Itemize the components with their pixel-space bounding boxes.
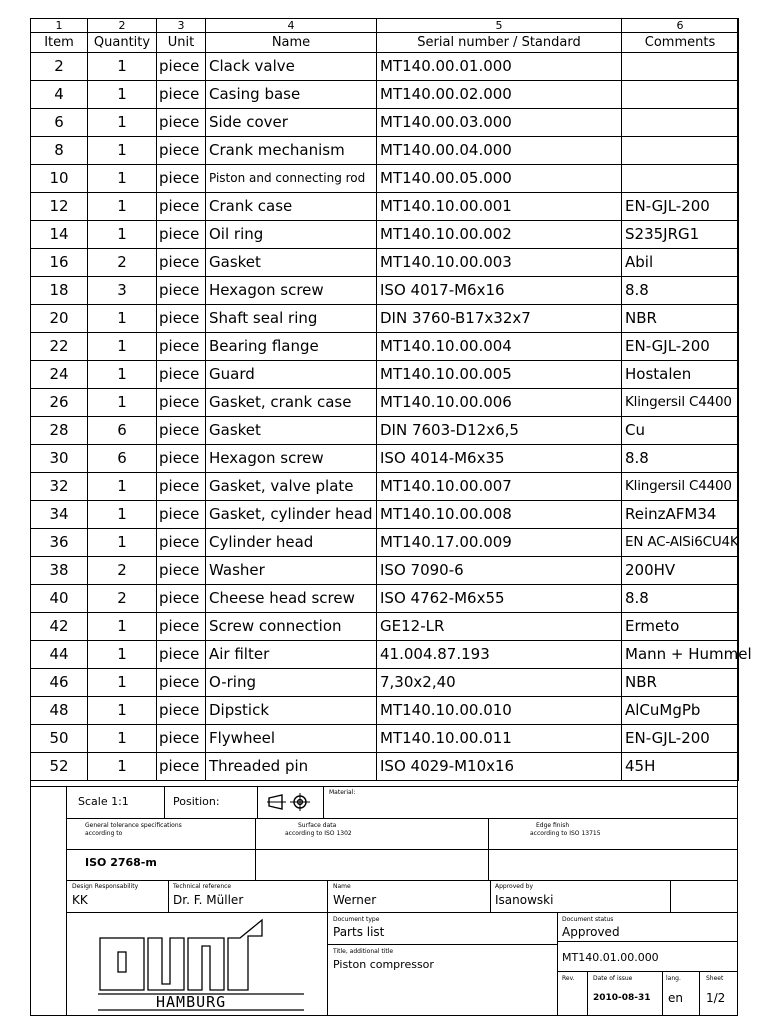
unit-cell: piece xyxy=(157,249,206,277)
name-cell: Gasket, crank case xyxy=(206,389,377,417)
table-row xyxy=(31,277,739,305)
quantity-cell: 2 xyxy=(88,557,157,585)
serial-cell: MT140.17.00.009 xyxy=(377,529,622,557)
serial-cell: MT140.10.00.010 xyxy=(377,697,622,725)
unit-cell: piece xyxy=(157,305,206,333)
quantity-cell: 1 xyxy=(88,109,157,137)
unit-cell: piece xyxy=(157,585,206,613)
comment-cell: Klingersil C4400 xyxy=(622,473,739,501)
item-number: 20 xyxy=(31,305,88,333)
document-status-label: Document status xyxy=(562,916,614,923)
comment-cell: AlCuMgPb xyxy=(622,697,739,725)
name-cell: Screw connection xyxy=(206,613,377,641)
serial-cell: ISO 7090-6 xyxy=(377,557,622,585)
name-cell: Cheese head screw xyxy=(206,585,377,613)
table-row xyxy=(31,305,739,333)
name-label: Name xyxy=(333,883,351,890)
quantity-cell: 2 xyxy=(88,249,157,277)
table-row xyxy=(31,613,739,641)
table-row xyxy=(31,165,739,193)
surface-data-sub: according to ISO 1302 xyxy=(285,830,352,837)
unit-cell: piece xyxy=(157,641,206,669)
table-row xyxy=(31,529,739,557)
edge-finish-sub: according to ISO 13715 xyxy=(530,830,601,837)
serial-cell: 41.004.87.193 xyxy=(377,641,622,669)
comment-cell: EN-GJL-200 xyxy=(622,725,739,753)
unit-cell: piece xyxy=(157,137,206,165)
general-tolerance-value: ISO 2768-m xyxy=(85,856,157,869)
document-type-label: Document type xyxy=(333,916,380,923)
serial-cell: MT140.00.01.000 xyxy=(377,53,622,81)
serial-cell: ISO 4014-M6x35 xyxy=(377,445,622,473)
quantity-cell: 1 xyxy=(88,725,157,753)
design-responsibility-label: Design Responsability xyxy=(72,883,139,890)
column-number-row xyxy=(31,19,739,33)
item-number: 10 xyxy=(31,165,88,193)
quantity-cell: 1 xyxy=(88,137,157,165)
header-row xyxy=(31,33,739,53)
table-row xyxy=(31,333,739,361)
table-row xyxy=(31,109,739,137)
general-tolerance-label: General tolerance specifications xyxy=(85,822,182,829)
item-number: 6 xyxy=(31,109,88,137)
unit-cell: piece xyxy=(157,473,206,501)
unit-cell: piece xyxy=(157,445,206,473)
scale-label: Scale 1:1 xyxy=(78,795,129,808)
item-number: 44 xyxy=(31,641,88,669)
quantity-cell: 1 xyxy=(88,753,157,781)
item-number: 26 xyxy=(31,389,88,417)
approved-by-label: Approved by xyxy=(495,883,534,890)
name-cell: Oil ring xyxy=(206,221,377,249)
column-number: 5 xyxy=(377,19,622,33)
name-cell: Threaded pin xyxy=(206,753,377,781)
table-row xyxy=(31,557,739,585)
item-number: 48 xyxy=(31,697,88,725)
item-number: 52 xyxy=(31,753,88,781)
date-of-issue-value: 2010-08-31 xyxy=(593,993,651,1003)
comment-cell: 8.8 xyxy=(622,445,739,473)
column-number: 6 xyxy=(622,19,739,33)
table-row xyxy=(31,641,739,669)
comment-cell xyxy=(622,165,739,193)
item-number: 24 xyxy=(31,361,88,389)
column-number: 4 xyxy=(206,19,377,33)
serial-cell: MT140.00.04.000 xyxy=(377,137,622,165)
serial-cell: ISO 4017-M6x16 xyxy=(377,277,622,305)
name-cell: O-ring xyxy=(206,669,377,697)
date-of-issue-label: Date of issue xyxy=(593,975,633,982)
comment-cell: EN AC-AlSi6CU4K xyxy=(622,529,739,557)
unit-cell: piece xyxy=(157,193,206,221)
unit-cell: piece xyxy=(157,109,206,137)
quantity-cell: 1 xyxy=(88,193,157,221)
item-number: 50 xyxy=(31,725,88,753)
name-cell: Piston and connecting rod xyxy=(206,165,377,193)
technical-reference-value: Dr. F. Müller xyxy=(173,893,244,907)
comment-cell: 200HV xyxy=(622,557,739,585)
serial-cell: MT140.10.00.001 xyxy=(377,193,622,221)
comment-cell: ReinzAFM34 xyxy=(622,501,739,529)
unit-cell: piece xyxy=(157,753,206,781)
unit-cell: piece xyxy=(157,529,206,557)
comment-cell xyxy=(622,137,739,165)
comment-cell: Abil xyxy=(622,249,739,277)
name-cell: Guard xyxy=(206,361,377,389)
table-row xyxy=(31,389,739,417)
comment-cell: Klingersil C4400 xyxy=(622,389,739,417)
item-number: 28 xyxy=(31,417,88,445)
table-row xyxy=(31,585,739,613)
language-label: lang. xyxy=(666,975,681,982)
unit-cell: piece xyxy=(157,613,206,641)
item-number: 38 xyxy=(31,557,88,585)
logo-text: HAMBURG xyxy=(156,993,227,1011)
item-number: 14 xyxy=(31,221,88,249)
item-number: 4 xyxy=(31,81,88,109)
item-number: 46 xyxy=(31,669,88,697)
projection-symbol-icon xyxy=(266,792,318,812)
table-row xyxy=(31,417,739,445)
header-quantity: Quantity xyxy=(88,33,157,53)
technical-reference-label: Technical reference xyxy=(173,883,232,890)
serial-cell: MT140.00.02.000 xyxy=(377,81,622,109)
quantity-cell: 1 xyxy=(88,473,157,501)
column-number: 1 xyxy=(31,19,88,33)
name-cell: Hexagon screw xyxy=(206,445,377,473)
unit-cell: piece xyxy=(157,53,206,81)
serial-cell: ISO 4762-M6x55 xyxy=(377,585,622,613)
quantity-cell: 1 xyxy=(88,669,157,697)
item-number: 22 xyxy=(31,333,88,361)
comment-cell: S235JRG1 xyxy=(622,221,739,249)
unit-cell: piece xyxy=(157,221,206,249)
serial-cell: MT140.10.00.004 xyxy=(377,333,622,361)
sheet-label: Sheet xyxy=(706,975,724,982)
name-cell: Bearing flange xyxy=(206,333,377,361)
header-item: Item xyxy=(31,33,88,53)
quantity-cell: 1 xyxy=(88,305,157,333)
quantity-cell: 1 xyxy=(88,361,157,389)
header-serial: Serial number / Standard xyxy=(377,33,622,53)
item-number: 32 xyxy=(31,473,88,501)
comment-cell: 8.8 xyxy=(622,585,739,613)
item-number: 2 xyxy=(31,53,88,81)
comment-cell: NBR xyxy=(622,305,739,333)
general-tolerance-sub: according to xyxy=(85,830,123,837)
item-number: 8 xyxy=(31,137,88,165)
serial-cell: MT140.00.03.000 xyxy=(377,109,622,137)
quantity-cell: 1 xyxy=(88,389,157,417)
title-label: Title, additional title xyxy=(333,948,394,955)
quantity-cell: 1 xyxy=(88,53,157,81)
document-type-value: Parts list xyxy=(333,925,385,939)
unit-cell: piece xyxy=(157,389,206,417)
item-number: 12 xyxy=(31,193,88,221)
name-cell: Crank case xyxy=(206,193,377,221)
quantity-cell: 1 xyxy=(88,501,157,529)
serial-cell: MT140.10.00.011 xyxy=(377,725,622,753)
name-cell: Gasket xyxy=(206,249,377,277)
item-number: 36 xyxy=(31,529,88,557)
table-row xyxy=(31,361,739,389)
quantity-cell: 2 xyxy=(88,585,157,613)
comment-cell: Mann + Hummel xyxy=(622,641,739,669)
quantity-cell: 1 xyxy=(88,697,157,725)
item-number: 42 xyxy=(31,613,88,641)
name-cell: Gasket, cylinder head xyxy=(206,501,377,529)
name-cell: Side cover xyxy=(206,109,377,137)
quantity-cell: 3 xyxy=(88,277,157,305)
serial-cell: GE12-LR xyxy=(377,613,622,641)
name-cell: Crank mechanism xyxy=(206,137,377,165)
revision-label: Rev. xyxy=(562,975,575,982)
table-row xyxy=(31,221,739,249)
unit-cell: piece xyxy=(157,725,206,753)
quantity-cell: 1 xyxy=(88,333,157,361)
table-row xyxy=(31,137,739,165)
column-number: 2 xyxy=(88,19,157,33)
unit-cell: piece xyxy=(157,361,206,389)
comment-cell: Ermeto xyxy=(622,613,739,641)
title-value: Piston compressor xyxy=(333,958,434,971)
item-number: 18 xyxy=(31,277,88,305)
quantity-cell: 1 xyxy=(88,613,157,641)
name-value: Werner xyxy=(333,893,377,907)
language-value: en xyxy=(668,991,683,1005)
column-number: 3 xyxy=(157,19,206,33)
unit-cell: piece xyxy=(157,277,206,305)
table-row xyxy=(31,249,739,277)
table-row xyxy=(31,53,739,81)
comment-cell xyxy=(622,81,739,109)
unit-cell: piece xyxy=(157,417,206,445)
material-label: Material: xyxy=(329,789,356,796)
comment-cell xyxy=(622,53,739,81)
unit-cell: piece xyxy=(157,669,206,697)
comment-cell: Hostalen xyxy=(622,361,739,389)
quantity-cell: 1 xyxy=(88,221,157,249)
name-cell: Flywheel xyxy=(206,725,377,753)
comment-cell xyxy=(622,109,739,137)
name-cell: Gasket, valve plate xyxy=(206,473,377,501)
edge-finish-label: Edge finish xyxy=(536,822,570,829)
comment-cell: 45H xyxy=(622,753,739,781)
name-cell: Washer xyxy=(206,557,377,585)
table-row xyxy=(31,193,739,221)
name-cell: Shaft seal ring xyxy=(206,305,377,333)
serial-cell: ISO 4029-M10x16 xyxy=(377,753,622,781)
table-row xyxy=(31,445,739,473)
quantity-cell: 1 xyxy=(88,165,157,193)
parts-list-table xyxy=(30,18,752,781)
quantity-cell: 1 xyxy=(88,81,157,109)
name-cell: Clack valve xyxy=(206,53,377,81)
title-block xyxy=(30,786,738,1016)
table-row xyxy=(31,697,739,725)
comment-cell: EN-GJL-200 xyxy=(622,333,739,361)
table-row xyxy=(31,473,739,501)
item-number: 16 xyxy=(31,249,88,277)
document-number: MT140.01.00.000 xyxy=(562,951,659,964)
sheet-value: 1/2 xyxy=(706,991,726,1005)
name-cell: Dipstick xyxy=(206,697,377,725)
name-cell: Gasket xyxy=(206,417,377,445)
name-cell: Hexagon screw xyxy=(206,277,377,305)
serial-cell: 7,30x2,40 xyxy=(377,669,622,697)
serial-cell: MT140.10.00.002 xyxy=(377,221,622,249)
name-cell: Casing base xyxy=(206,81,377,109)
serial-cell: MT140.00.05.000 xyxy=(377,165,622,193)
quantity-cell: 1 xyxy=(88,529,157,557)
serial-cell: MT140.10.00.005 xyxy=(377,361,622,389)
table-row xyxy=(31,81,739,109)
table-row xyxy=(31,669,739,697)
comment-cell: Cu xyxy=(622,417,739,445)
unit-cell: piece xyxy=(157,697,206,725)
quantity-cell: 6 xyxy=(88,417,157,445)
unit-cell: piece xyxy=(157,501,206,529)
table-row xyxy=(31,501,739,529)
comment-cell: NBR xyxy=(622,669,739,697)
document-status-value: Approved xyxy=(562,925,620,939)
unit-cell: piece xyxy=(157,81,206,109)
header-unit: Unit xyxy=(157,33,206,53)
header-name: Name xyxy=(206,33,377,53)
position-label: Position: xyxy=(173,795,220,808)
serial-cell: MT140.10.00.003 xyxy=(377,249,622,277)
item-number: 40 xyxy=(31,585,88,613)
comment-cell: EN-GJL-200 xyxy=(622,193,739,221)
unit-cell: piece xyxy=(157,165,206,193)
item-number: 30 xyxy=(31,445,88,473)
comment-cell: 8.8 xyxy=(622,277,739,305)
design-responsibility-value: KK xyxy=(72,893,88,907)
unit-cell: piece xyxy=(157,557,206,585)
serial-cell: DIN 3760-B17x32x7 xyxy=(377,305,622,333)
table-row xyxy=(31,725,739,753)
serial-cell: MT140.10.00.007 xyxy=(377,473,622,501)
header-comments: Comments xyxy=(622,33,739,53)
unit-cell: piece xyxy=(157,333,206,361)
item-number: 34 xyxy=(31,501,88,529)
quantity-cell: 6 xyxy=(88,445,157,473)
serial-cell: DIN 7603-D12x6,5 xyxy=(377,417,622,445)
surface-data-label: Surface data xyxy=(298,822,337,829)
name-cell: Cylinder head xyxy=(206,529,377,557)
serial-cell: MT140.10.00.008 xyxy=(377,501,622,529)
quantity-cell: 1 xyxy=(88,641,157,669)
name-cell: Air filter xyxy=(206,641,377,669)
serial-cell: MT140.10.00.006 xyxy=(377,389,622,417)
table-row xyxy=(31,753,739,781)
approved-by-value: Isanowski xyxy=(495,893,554,907)
